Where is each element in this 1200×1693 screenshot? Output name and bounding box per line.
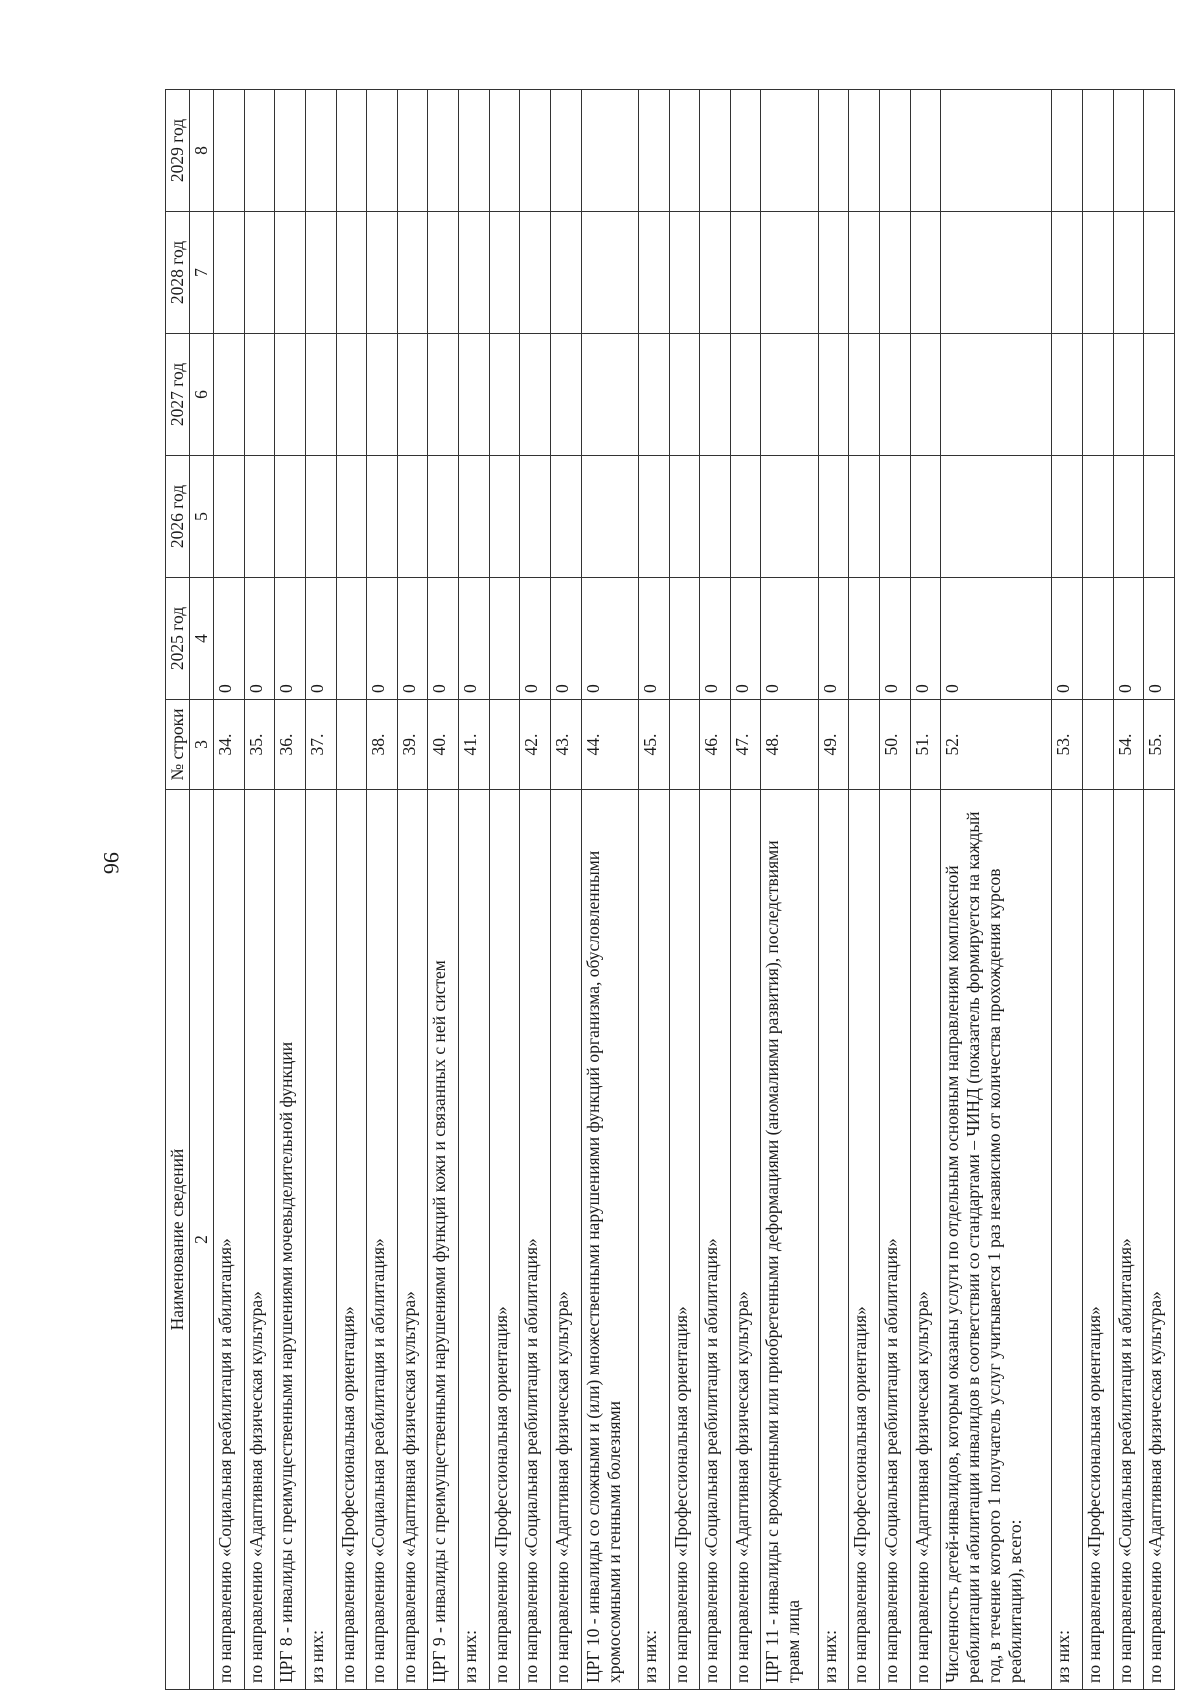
value-2026: [428, 456, 459, 578]
page-number: 96: [99, 852, 124, 874]
row-name: из них:: [818, 790, 849, 1690]
value-2029: [669, 90, 700, 212]
value-2027: [818, 334, 849, 456]
value-2028: [550, 212, 581, 334]
value-2028: [941, 212, 1052, 334]
value-2026: [730, 456, 761, 578]
value-2029: [520, 90, 551, 212]
value-2027: [336, 334, 367, 456]
row-number: 37.: [305, 700, 336, 790]
value-2027: [1144, 334, 1175, 456]
table-row: [1144, 90, 1175, 1690]
row-number: 43.: [550, 700, 581, 790]
value-2028: [669, 212, 700, 334]
row-number: [489, 700, 520, 790]
value-2027: [761, 334, 818, 456]
value-2026: [1113, 456, 1144, 578]
value-2027: [1083, 334, 1114, 456]
row-name: по направлению «Профессиональная ориентация»: [669, 790, 700, 1690]
row-name: из них:: [638, 790, 669, 1690]
table-row: [1113, 90, 1144, 1690]
table-row: [397, 90, 428, 1690]
value-2025: 0: [214, 578, 245, 700]
value-2028: [910, 212, 941, 334]
value-2029: [581, 90, 638, 212]
value-2028: [1113, 212, 1144, 334]
table-row: [428, 90, 459, 1690]
row-name: по направлению «Адаптивная физическая культура»: [730, 790, 761, 1690]
value-2025: 0: [730, 578, 761, 700]
table-row: [214, 90, 245, 1690]
row-name: Численность детей-инвалидов, которым оказаны услуги по отдельным основным направлениям комплексной реабилитации и абилитации инвалидов в соответствии со стандартами – ЧИНД (показатель формируется на каждый год, в течение которого 1 получатель услуг учитывается 1 раз независимо от количества прохождения курсов реабилитации), всего:: [941, 790, 1052, 1690]
table-row: [638, 90, 669, 1690]
value-2026: [761, 456, 818, 578]
col-number: 3: [190, 700, 214, 790]
table-row: [849, 90, 880, 1690]
row-name: ЦРГ 11 - инвалиды с врожденными или приобретенными деформациями (аномалиями развития), последствиями травм лица: [761, 790, 818, 1690]
value-2028: [214, 212, 245, 334]
value-2026: [550, 456, 581, 578]
header-row-no: № строки: [166, 700, 190, 790]
value-2025: 0: [818, 578, 849, 700]
row-name: ЦРГ 9 - инвалиды с преимущественными нарушениями функций кожи и связанных с ней систем: [428, 790, 459, 1690]
row-number: 41.: [459, 700, 490, 790]
value-2025: 0: [244, 578, 275, 700]
value-2025: [336, 578, 367, 700]
table-row: [336, 90, 367, 1690]
value-2029: [1144, 90, 1175, 212]
value-2025: [669, 578, 700, 700]
row-name: по направлению «Адаптивная физическая культура»: [910, 790, 941, 1690]
value-2025: 0: [910, 578, 941, 700]
value-2029: [761, 90, 818, 212]
value-2028: [849, 212, 880, 334]
value-2028: [244, 212, 275, 334]
value-2028: [1144, 212, 1175, 334]
value-2025: 0: [581, 578, 638, 700]
row-number: 48.: [761, 700, 818, 790]
value-2028: [581, 212, 638, 334]
value-2025: 0: [275, 578, 306, 700]
value-2025: [849, 578, 880, 700]
value-2029: [910, 90, 941, 212]
row-number: 36.: [275, 700, 306, 790]
value-2028: [818, 212, 849, 334]
value-2025: 0: [305, 578, 336, 700]
value-2028: [880, 212, 911, 334]
header-row: [166, 90, 190, 1690]
value-2028: [700, 212, 731, 334]
table-row: [818, 90, 849, 1690]
value-2027: [941, 334, 1052, 456]
value-2028: [305, 212, 336, 334]
value-2029: [700, 90, 731, 212]
table-row: [520, 90, 551, 1690]
value-2027: [520, 334, 551, 456]
value-2029: [550, 90, 581, 212]
value-2027: [489, 334, 520, 456]
column-number-row: [190, 90, 214, 1690]
value-2026: [520, 456, 551, 578]
value-2027: [550, 334, 581, 456]
row-number: [849, 700, 880, 790]
row-name: по направлению «Социальная реабилитация и абилитация»: [880, 790, 911, 1690]
row-name: по направлению «Профессиональная ориентация»: [489, 790, 520, 1690]
row-name: из них:: [1052, 790, 1083, 1690]
table-row: [730, 90, 761, 1690]
header-2026: 2026 год: [166, 456, 190, 578]
value-2025: 0: [761, 578, 818, 700]
row-name: по направлению «Профессиональная ориентация»: [336, 790, 367, 1690]
row-number: [336, 700, 367, 790]
table-row: [700, 90, 731, 1690]
row-name: по направлению «Профессиональная ориентация»: [1083, 790, 1114, 1690]
value-2029: [305, 90, 336, 212]
value-2027: [910, 334, 941, 456]
value-2027: [397, 334, 428, 456]
table-row: [459, 90, 490, 1690]
value-2025: 0: [459, 578, 490, 700]
value-2029: [428, 90, 459, 212]
value-2029: [849, 90, 880, 212]
value-2028: [761, 212, 818, 334]
value-2026: [1052, 456, 1083, 578]
value-2025: 0: [1052, 578, 1083, 700]
value-2027: [244, 334, 275, 456]
row-number: 45.: [638, 700, 669, 790]
value-2027: [1113, 334, 1144, 456]
row-number: 39.: [397, 700, 428, 790]
row-number: [1083, 700, 1114, 790]
table-row: [1083, 90, 1114, 1690]
value-2026: [880, 456, 911, 578]
value-2027: [275, 334, 306, 456]
header-2027: 2027 год: [166, 334, 190, 456]
value-2029: [1052, 90, 1083, 212]
row-number: [669, 700, 700, 790]
value-2028: [489, 212, 520, 334]
value-2027: [1052, 334, 1083, 456]
value-2027: [459, 334, 490, 456]
value-2029: [1083, 90, 1114, 212]
value-2029: [214, 90, 245, 212]
value-2026: [336, 456, 367, 578]
value-2026: [1144, 456, 1175, 578]
value-2028: [367, 212, 398, 334]
value-2025: 0: [941, 578, 1052, 700]
row-number: 35.: [244, 700, 275, 790]
col-number: 6: [190, 334, 214, 456]
value-2027: [214, 334, 245, 456]
value-2027: [880, 334, 911, 456]
row-number: 49.: [818, 700, 849, 790]
value-2027: [581, 334, 638, 456]
value-2026: [700, 456, 731, 578]
value-2029: [818, 90, 849, 212]
col-number: 8: [190, 90, 214, 212]
value-2028: [730, 212, 761, 334]
value-2027: [700, 334, 731, 456]
table-row: [1052, 90, 1083, 1690]
value-2026: [669, 456, 700, 578]
value-2026: [397, 456, 428, 578]
value-2025: 0: [1144, 578, 1175, 700]
value-2025: 0: [428, 578, 459, 700]
header-2028: 2028 год: [166, 212, 190, 334]
value-2027: [730, 334, 761, 456]
value-2026: [1083, 456, 1114, 578]
table-row: [910, 90, 941, 1690]
value-2026: [818, 456, 849, 578]
row-name: по направлению «Социальная реабилитация и абилитация»: [214, 790, 245, 1690]
value-2025: 0: [397, 578, 428, 700]
row-name: по направлению «Адаптивная физическая культура»: [244, 790, 275, 1690]
data-table: [165, 89, 1175, 1690]
value-2025: 0: [638, 578, 669, 700]
row-name: по направлению «Профессиональная ориентация»: [849, 790, 880, 1690]
value-2026: [244, 456, 275, 578]
value-2026: [581, 456, 638, 578]
row-name: из них:: [459, 790, 490, 1690]
value-2027: [367, 334, 398, 456]
row-name: по направлению «Адаптивная физическая культура»: [550, 790, 581, 1690]
row-name: из них:: [305, 790, 336, 1690]
row-number: 54.: [1113, 700, 1144, 790]
value-2025: [1083, 578, 1114, 700]
value-2026: [941, 456, 1052, 578]
value-2029: [638, 90, 669, 212]
header-2029: 2029 год: [166, 90, 190, 212]
value-2026: [489, 456, 520, 578]
value-2028: [1052, 212, 1083, 334]
value-2027: [428, 334, 459, 456]
row-number: 42.: [520, 700, 551, 790]
value-2026: [910, 456, 941, 578]
header-2025: 2025 год: [166, 578, 190, 700]
row-number: 50.: [880, 700, 911, 790]
value-2028: [1083, 212, 1114, 334]
col-number: 7: [190, 212, 214, 334]
value-2028: [336, 212, 367, 334]
value-2028: [638, 212, 669, 334]
row-name: по направлению «Адаптивная физическая культура»: [1144, 790, 1175, 1690]
value-2025: 0: [880, 578, 911, 700]
value-2025: 0: [1113, 578, 1144, 700]
value-2029: [880, 90, 911, 212]
rotated-table-container: [165, 90, 1175, 1690]
value-2025: [489, 578, 520, 700]
row-name: по направлению «Социальная реабилитация и абилитация»: [367, 790, 398, 1690]
row-number: 51.: [910, 700, 941, 790]
value-2029: [275, 90, 306, 212]
value-2028: [520, 212, 551, 334]
row-number: 55.: [1144, 700, 1175, 790]
value-2028: [397, 212, 428, 334]
table-row: [305, 90, 336, 1690]
table-row: [275, 90, 306, 1690]
value-2025: 0: [520, 578, 551, 700]
value-2029: [730, 90, 761, 212]
value-2027: [849, 334, 880, 456]
row-number: 46.: [700, 700, 731, 790]
table-row: [244, 90, 275, 1690]
value-2027: [638, 334, 669, 456]
row-name: ЦРГ 10 - инвалиды со сложными и (или) множественными нарушениями функций организма, обусловленными хромосомными и генными болезнями: [581, 790, 638, 1690]
table-body: [214, 90, 1175, 1690]
row-name: по направлению «Социальная реабилитация и абилитация»: [700, 790, 731, 1690]
row-number: 38.: [367, 700, 398, 790]
value-2026: [367, 456, 398, 578]
value-2025: 0: [550, 578, 581, 700]
value-2025: 0: [367, 578, 398, 700]
value-2026: [849, 456, 880, 578]
table-row: [367, 90, 398, 1690]
value-2028: [459, 212, 490, 334]
value-2029: [397, 90, 428, 212]
value-2029: [336, 90, 367, 212]
row-number: 53.: [1052, 700, 1083, 790]
table-row: [880, 90, 911, 1690]
value-2029: [489, 90, 520, 212]
value-2029: [459, 90, 490, 212]
row-name: по направлению «Социальная реабилитация и абилитация»: [520, 790, 551, 1690]
table-row: [550, 90, 581, 1690]
value-2026: [305, 456, 336, 578]
value-2026: [638, 456, 669, 578]
table-row: [669, 90, 700, 1690]
table-row: [761, 90, 818, 1690]
row-name: ЦРГ 8 - инвалиды с преимущественными нарушениями мочевыделительной функции: [275, 790, 306, 1690]
row-name: по направлению «Адаптивная физическая культура»: [397, 790, 428, 1690]
row-number: 40.: [428, 700, 459, 790]
row-number: 44.: [581, 700, 638, 790]
value-2029: [941, 90, 1052, 212]
table-row: [489, 90, 520, 1690]
value-2026: [275, 456, 306, 578]
col-number: 4: [190, 578, 214, 700]
header-name: Наименование сведений: [166, 790, 190, 1690]
value-2029: [367, 90, 398, 212]
value-2026: [214, 456, 245, 578]
table-row: [941, 90, 1052, 1690]
row-number: 52.: [941, 700, 1052, 790]
value-2029: [244, 90, 275, 212]
value-2027: [669, 334, 700, 456]
value-2028: [428, 212, 459, 334]
row-number: 34.: [214, 700, 245, 790]
value-2025: 0: [700, 578, 731, 700]
row-name: по направлению «Социальная реабилитация и абилитация»: [1113, 790, 1144, 1690]
value-2029: [1113, 90, 1144, 212]
value-2027: [305, 334, 336, 456]
value-2026: [459, 456, 490, 578]
value-2028: [275, 212, 306, 334]
col-number: 5: [190, 456, 214, 578]
col-number: 2: [190, 790, 214, 1690]
table-row: [581, 90, 638, 1690]
row-number: 47.: [730, 700, 761, 790]
